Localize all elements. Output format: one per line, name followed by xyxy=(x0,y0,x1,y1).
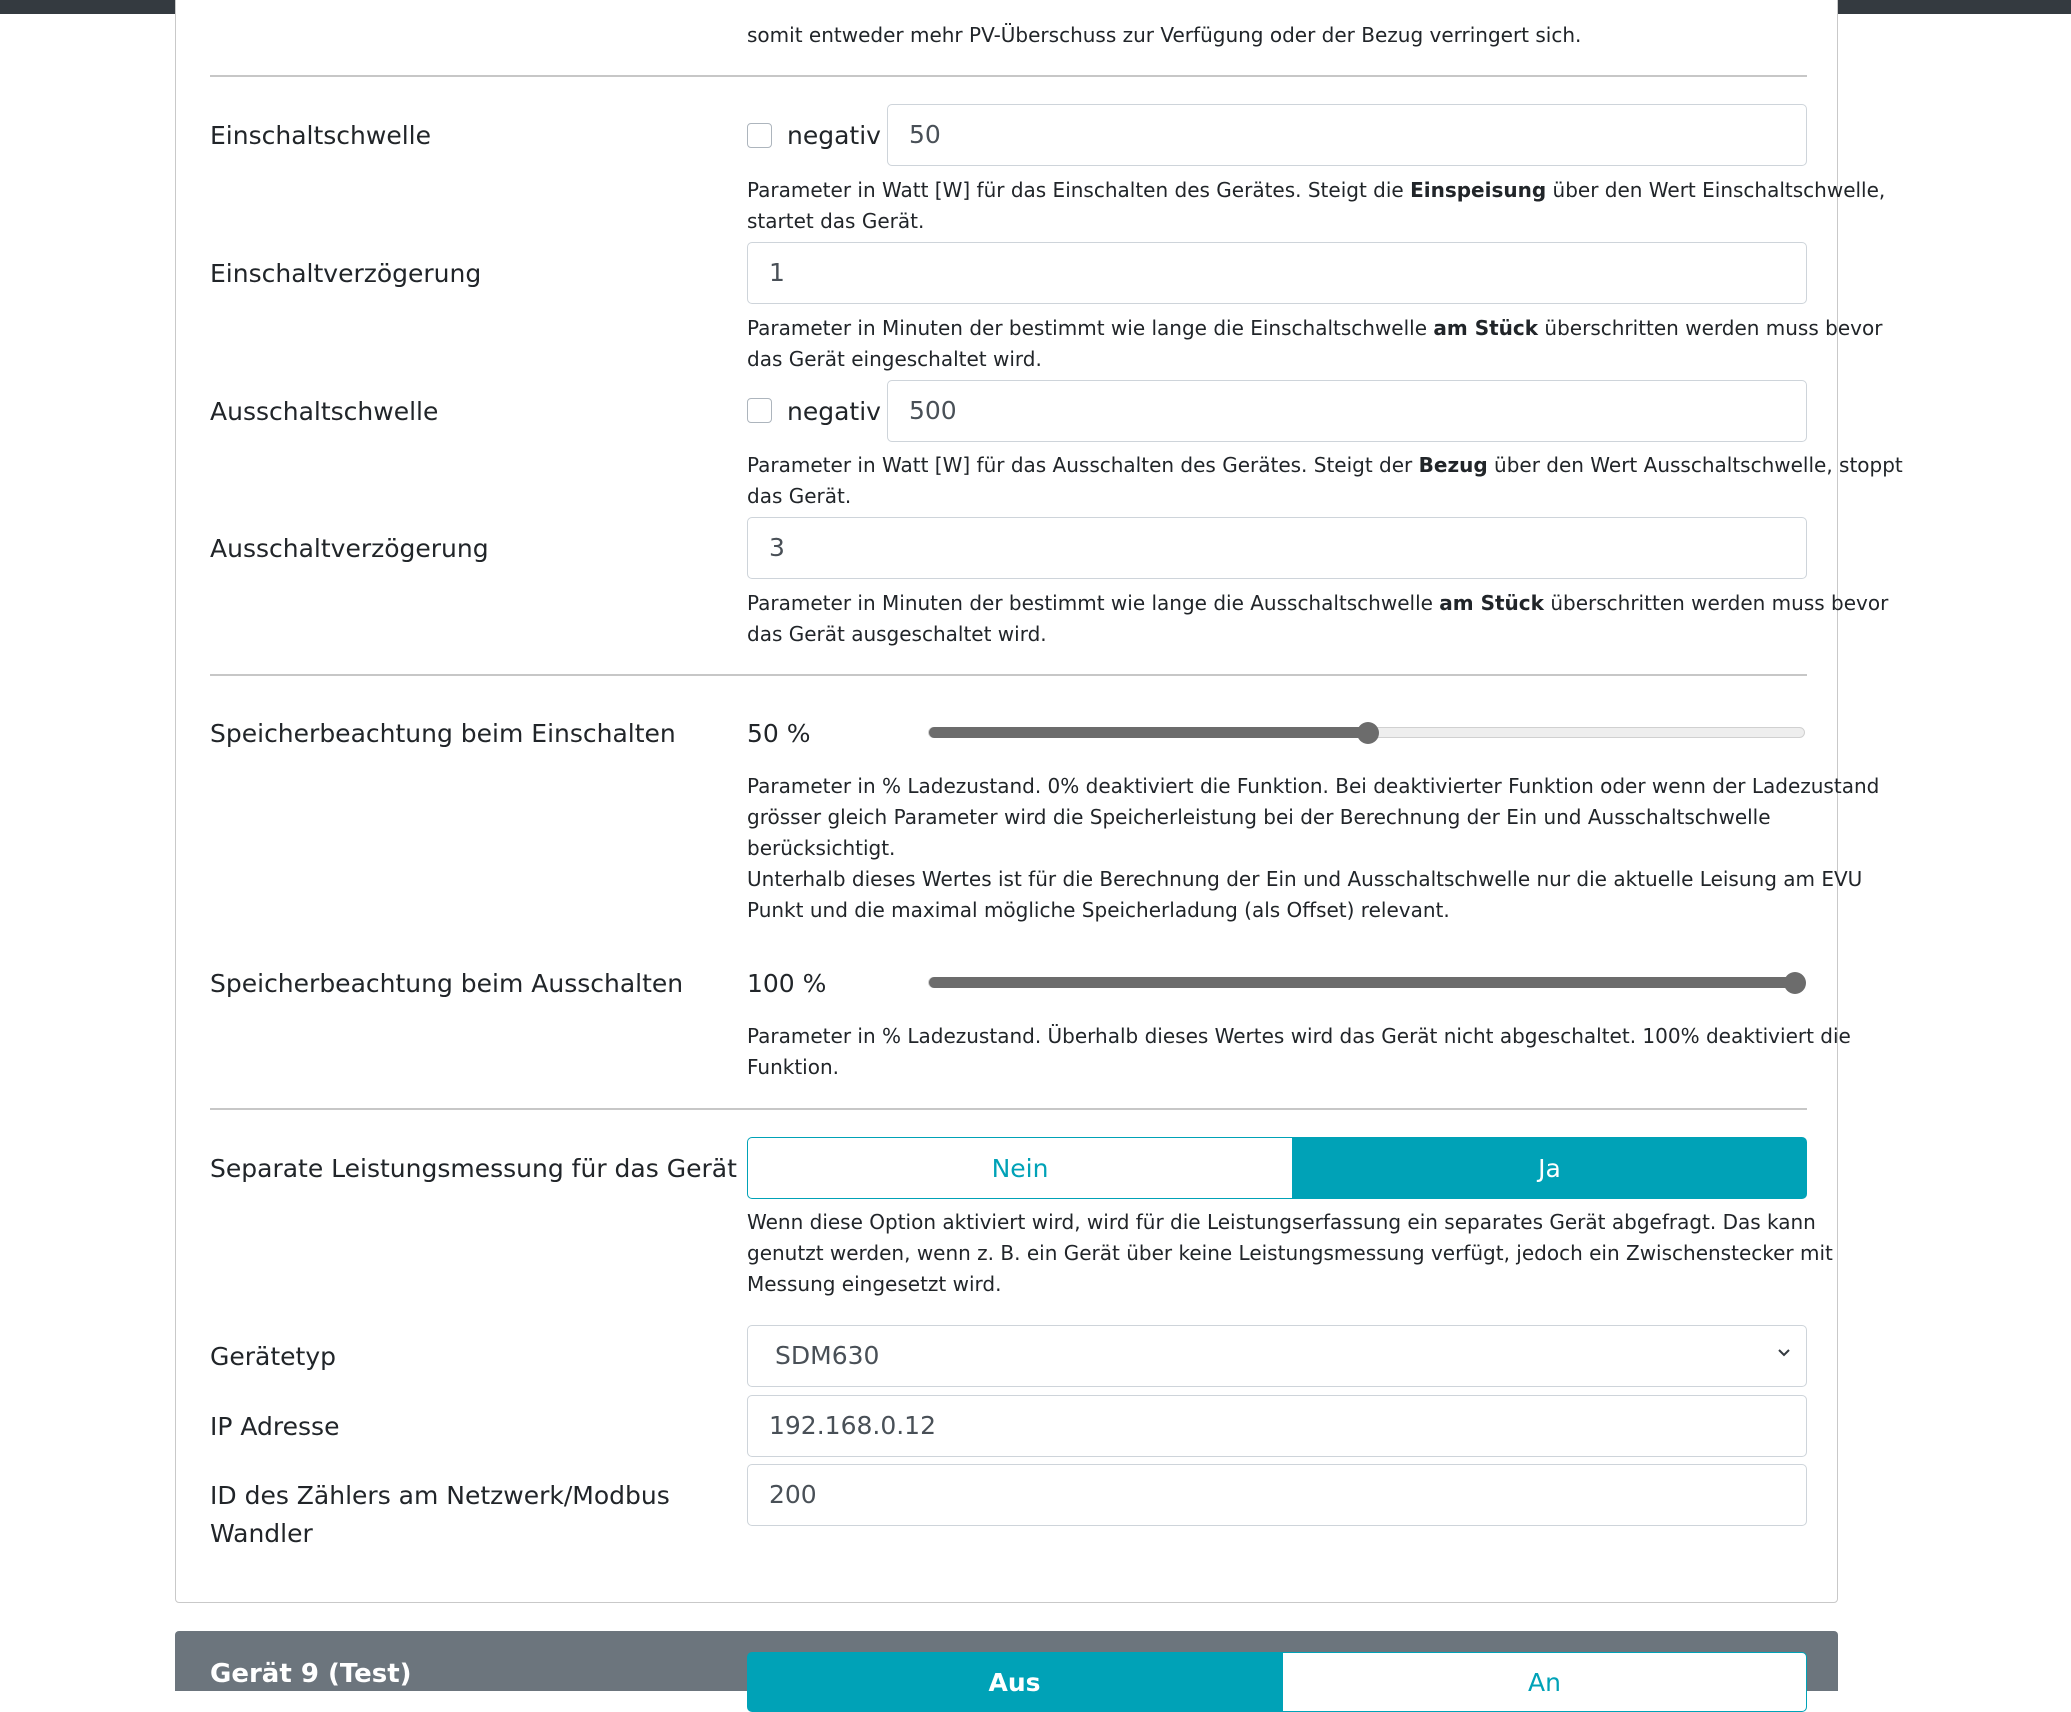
einschaltverzoegerung-input[interactable] xyxy=(747,242,1807,304)
ip-adresse-value: 192.168.0.12 xyxy=(769,1411,936,1440)
speicher-ausschalten-label: Speicherbeachtung beim Ausschalten xyxy=(210,969,684,998)
section-divider xyxy=(210,674,1807,676)
zaehler-id-value: 200 xyxy=(769,1480,817,1509)
ausschaltschwelle-negativ-checkbox[interactable] xyxy=(747,398,772,423)
einschaltschwelle-value: 50 xyxy=(909,120,941,149)
speicher-ausschalten-help: Parameter in % Ladezustand. Überhalb dieses Wertes wird das Gerät nicht abgeschaltet. 100% deaktiviert die Funktion. xyxy=(747,1024,1851,1079)
speicher-einschalten-help: Parameter in % Ladezustand. 0% deaktiviert die Funktion. Bei deaktivierter Funktion oder wenn der Ladezustand grösser gleich Parameter wird die Speicherleistung bei der Berechnung der Ein und Ausschaltschwelle berücksichtigt. Unterhalb dieses Wertes ist für die Berechnung der Ein und Ausschaltschwelle nur die aktuelle Leisung am EVU Punkt und die maximal mögliche Speicherladung (als Offset) relevant. xyxy=(747,774,1880,922)
section-divider xyxy=(210,1108,1807,1110)
top-help-text: somit entweder mehr PV-Überschuss zur Verfügung oder der Bezug verringert sich. xyxy=(747,23,1582,47)
ausschaltschwelle-input[interactable] xyxy=(887,380,1807,442)
speicher-einschalten-value: 50 % xyxy=(747,719,811,748)
next-device-an-button[interactable]: An xyxy=(1282,1652,1807,1712)
geraetetyp-select[interactable] xyxy=(747,1325,1807,1387)
ausschaltschwelle-label: Ausschaltschwelle xyxy=(210,397,439,426)
zaehler-id-label: ID des Zählers am Netzwerk/Modbus Wandler xyxy=(210,1481,670,1548)
einschaltverzoegerung-value: 1 xyxy=(769,258,785,287)
ausschaltschwelle-help: Parameter in Watt [W] für das Ausschalten des Gerätes. Steigt der Bezug über den Wert Ausschaltschwelle, stoppt das Gerät. xyxy=(747,453,1903,508)
slider-fill xyxy=(929,727,1368,738)
einschaltschwelle-help: Parameter in Watt [W] für das Einschalten des Gerätes. Steigt die Einspeisung über den Wert Einschaltschwelle, startet das Gerät. xyxy=(747,178,1886,233)
ausschaltschwelle-value: 500 xyxy=(909,396,957,425)
einschaltverzoegerung-help: Parameter in Minuten der bestimmt wie lange die Einschaltschwelle am Stück überschritten werden muss bevor das Gerät eingeschaltet wird. xyxy=(747,316,1883,371)
einschaltverzoegerung-label: Einschaltverzögerung xyxy=(210,259,482,288)
section-divider xyxy=(210,75,1807,77)
einschaltschwelle-negativ-label[interactable]: negativ xyxy=(787,121,881,150)
slider-thumb[interactable] xyxy=(1357,722,1379,744)
einschaltschwelle-negativ-checkbox[interactable] xyxy=(747,123,772,148)
geraetetyp-label: Gerätetyp xyxy=(210,1342,337,1371)
separate-messung-label: Separate Leistungsmessung für das Gerät xyxy=(210,1154,737,1183)
ausschaltverzoegerung-input[interactable] xyxy=(747,517,1807,579)
ausschaltverzoegerung-label: Ausschaltverzögerung xyxy=(210,534,489,563)
slider-thumb[interactable] xyxy=(1784,972,1806,994)
ip-adresse-label: IP Adresse xyxy=(210,1412,340,1441)
separate-messung-nein-button[interactable]: Nein xyxy=(747,1137,1292,1199)
next-device-aus-button[interactable]: Aus xyxy=(747,1652,1282,1712)
einschaltschwelle-input[interactable] xyxy=(887,104,1807,166)
separate-messung-ja-button[interactable]: Ja xyxy=(1292,1137,1807,1199)
chevron-down-icon xyxy=(1776,1344,1792,1360)
speicher-ausschalten-slider[interactable] xyxy=(928,977,1805,988)
geraetetyp-value: SDM630 xyxy=(775,1341,880,1370)
ausschaltschwelle-negativ-label[interactable]: negativ xyxy=(787,397,881,426)
ausschaltverzoegerung-help: Parameter in Minuten der bestimmt wie lange die Ausschaltschwelle am Stück überschritten werden muss bevor das Gerät ausgeschaltet wird. xyxy=(747,591,1889,646)
speicher-ausschalten-value: 100 % xyxy=(747,969,827,998)
ausschaltverzoegerung-value: 3 xyxy=(769,533,785,562)
next-device-title: Gerät 9 (Test) xyxy=(210,1659,412,1689)
ip-adresse-input[interactable] xyxy=(747,1395,1807,1457)
einschaltschwelle-label: Einschaltschwelle xyxy=(210,121,431,150)
slider-fill xyxy=(929,977,1795,988)
speicher-einschalten-label: Speicherbeachtung beim Einschalten xyxy=(210,719,676,748)
zaehler-id-input[interactable] xyxy=(747,1464,1807,1526)
speicher-einschalten-slider[interactable] xyxy=(928,727,1805,738)
separate-messung-help: Wenn diese Option aktiviert wird, wird für die Leistungserfassung ein separates Gerät abgefragt. Das kann genutzt werden, wenn z. B. ein Gerät über keine Leistungsmessung verfügt, jedoch ein Zwischenstecker mit Messung eingesetzt wird. xyxy=(747,1210,1833,1296)
